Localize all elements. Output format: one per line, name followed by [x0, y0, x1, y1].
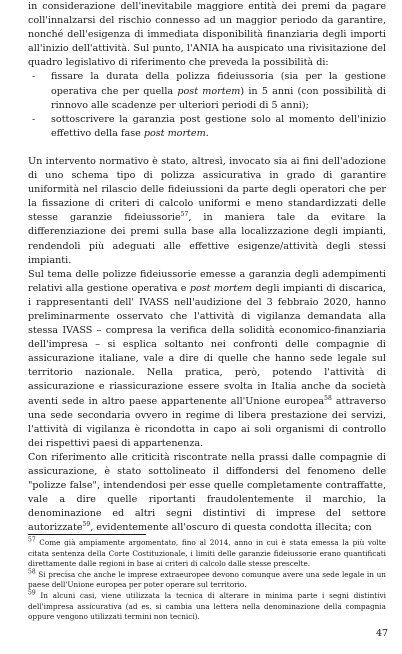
footnote-separator — [28, 534, 146, 535]
paragraph-3 — [28, 268, 386, 451]
footnote-text: Si precisa che anche le imprese extraeuropee devono comunque avere una sede legale in un paese dell'Unione europea per poter operare sul territorio. — [28, 569, 386, 590]
paragraph-3-text: Sul tema delle polizze fideiussorie emesse a garanzia degli adempimenti relativi alla gestione operativa e — [28, 268, 386, 294]
bullet-text: ) in 5 anni (con possibilità di rinnovo alle scadenze per ulteriori periodi di 5 anni); — [51, 85, 386, 111]
footnotes — [28, 538, 386, 623]
footnote-number: 58 — [28, 568, 36, 576]
paragraph-4-text: Con riferimento alle criticità riscontrate nella prassi dalle compagnie di assicurazione, è stato sottolineato il diffondersi del fenomeno delle "polizze false", intendendosi per esse quelle completamente contraffatte, vale a dire quelle riportanti fraudolentemente il marchio, la denominazione ed altri segni distintivi di imprese del settore autorizzate — [28, 451, 386, 534]
paragraph-2-text: Un intervento normativo è stato, altresì, invocato sia ai fini dell'adozione di uno schema tipo di polizza assicurativa in grado di garantire uniformità nel rilascio delle fideiussioni da parte degli operatori che per la fissazione di criteri di calcolo uniformi e meno standardizzati delle stesse garanzie fideiussorie — [28, 155, 386, 224]
paragraph-gap — [28, 141, 386, 155]
footnote-ref-58: 58 — [324, 394, 332, 402]
footnote-text: Come già ampiamente argomentato, fino al 2014, anno in cui è stata emessa la più volte citata sentenza della Corte Costituzionale, i limiti delle garanzie fideiussorie erano quantificati direttamente dalle regioni in base ai criteri di calcolo dalle stesse prescelte. — [28, 538, 386, 569]
paragraph-4 — [28, 451, 386, 536]
paragraph-4-text: , evidentemente all'oscuro di questa condotta illecita; con — [90, 522, 372, 534]
paragraph-1 — [28, 0, 386, 70]
body-text — [28, 0, 386, 535]
bullet-list — [28, 70, 386, 140]
bullet-text: sottoscrivere la garanzia post gestione solo al momento dell'inizio effettivo della fase — [51, 113, 386, 139]
paragraph-2-text: , in maniera tale da evitare la differenziazione dei premi sulla base alla localizzazione degli impianti, rendendoli più adeguati alle effettive esigenze/attività degli stessi impianti. — [28, 212, 386, 266]
paragraph-3-text: degli impianti di discarica, i rappresentanti dell' IVASS nell'audizione del 3 febbraio 2020, hanno preliminarmente osservato che l'attività di vigilanza demandata alla stessa IVASS – compresa la verifica della solidità economico-finanziaria dell'impresa – si esplica soltanto nei confronti delle compagnie di assicurazione italiane, vale a dire di quelle che hanno sede legale sul territorio nazionale. Nella pratica, però, potendo l'attività di assicurazione e riassicurazione essere svolta in Italia anche da società aventi sede in altro paese appartenente all'Unione europea — [28, 282, 386, 407]
paragraph-3-text: attraverso una sede secondaria ovvero in regime di libera prestazione dei servizi, l'attività di vigilanza è ricondotta in capo ai soli organismi di controllo dei rispettivi paesi di appartenenza. — [28, 395, 387, 449]
paragraph-1-text: in considerazione dell'inevitabile maggiore entità dei premi da pagare coll'innalzarsi del rischio connesso ad un maggior periodo da garantire, nonché dell'esigenza di immediata disponibilità finanziaria degli importi all'inizio dell'attività. Sul punto, l'ANIA ha auspicato una rivisitazione del quadro legislativo di riferimento che preveda la possibilità di: — [28, 1, 386, 69]
bullet-text: . — [205, 127, 209, 139]
footnote — [28, 570, 386, 591]
footnote-number: 59 — [28, 589, 36, 597]
bullet-item — [28, 70, 386, 112]
paragraph-2 — [28, 155, 386, 268]
footnote-ref-59: 59 — [82, 521, 91, 529]
bullet-item — [28, 113, 386, 141]
paragraph-3-emphasis: post mortem — [189, 282, 252, 294]
page-number: 47 — [376, 628, 389, 639]
bullet-emphasis: post mortem — [177, 85, 241, 97]
footnote — [28, 538, 386, 570]
footnote — [28, 591, 386, 623]
footnote-ref-57: 57 — [180, 211, 189, 219]
footnote-number: 57 — [28, 536, 36, 544]
bullet-emphasis: post mortem — [143, 127, 206, 139]
bullet-text: fissare la durata della polizza fideiussoria (sia per la gestione operativa che per quella — [51, 71, 386, 97]
footnote-text: In alcuni casi, viene utilizzata la tecnica di alterare in minima parte i segni distintivi dell'impresa assicurativa (ad es. si cambia una lettera nella denominazione della compagnia oppure vengono utilizzati termini non tecnici). — [28, 590, 386, 622]
